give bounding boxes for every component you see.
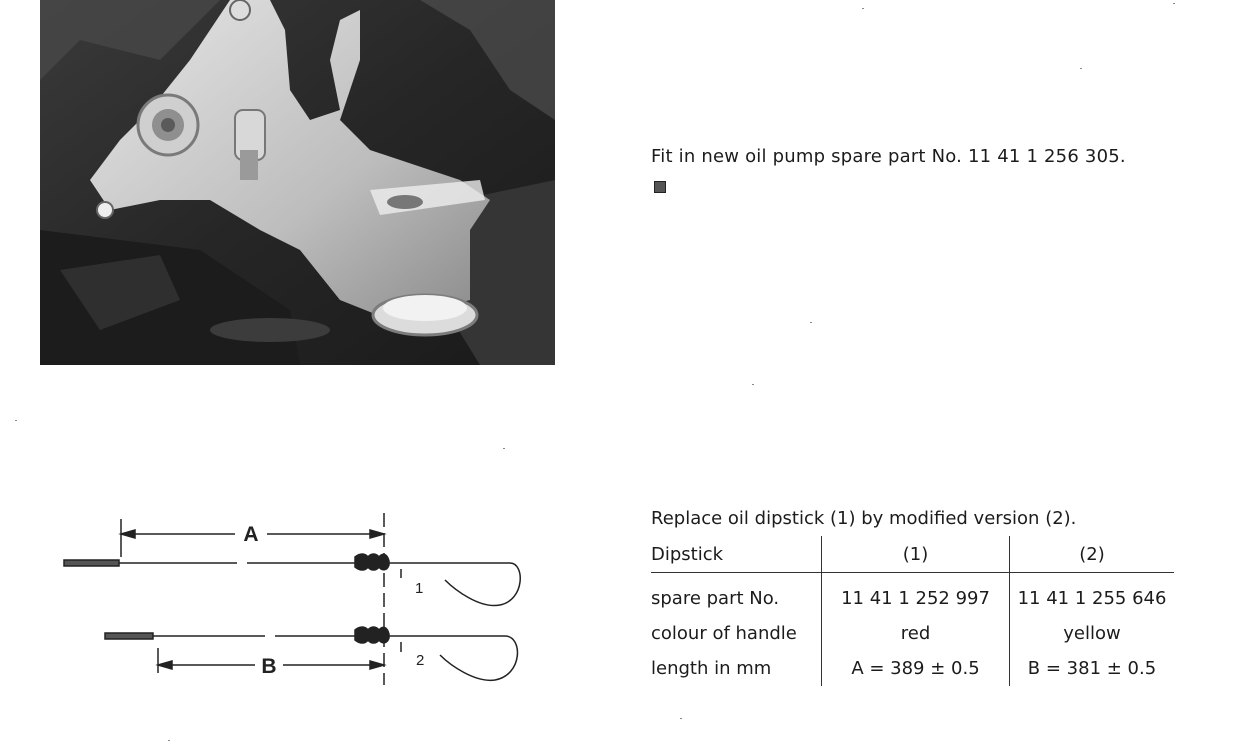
scan-speck — [15, 420, 17, 421]
dipstick-1-seal — [355, 554, 389, 570]
table-header-row — [651, 536, 1174, 573]
instruction-oil-pump: Fit in new oil pump spare part No. 11 41 1 256 305. — [651, 146, 1126, 167]
dimension-b-arrow-right — [370, 661, 384, 669]
table-row — [651, 573, 1174, 617]
oil-pump-photo — [40, 0, 555, 365]
scan-speck — [503, 448, 505, 449]
dipstick-2-seal — [355, 627, 389, 643]
dimension-b-arrow-left — [158, 661, 172, 669]
scan-speck — [1080, 68, 1082, 69]
dimension-a-arrow-right — [370, 530, 384, 538]
dipstick-spec-table — [651, 536, 1174, 686]
callout-1-label: 1 — [415, 580, 424, 597]
dipstick-2-tip — [105, 633, 153, 639]
table-cell: B = 381 ± 0.5 — [1010, 651, 1175, 686]
oil-pump-photo-graphic — [40, 0, 555, 365]
scan-speck — [862, 8, 864, 9]
dimension-b-label: B — [261, 655, 277, 678]
table-row — [651, 651, 1174, 686]
table-header-cell: (1) — [822, 536, 1010, 573]
dimension-a-arrow-left — [121, 530, 135, 538]
scan-speck — [810, 322, 812, 323]
end-of-section-marker — [654, 181, 666, 193]
table-cell: length in mm — [651, 658, 772, 679]
table-cell: 11 41 1 255 646 — [1010, 573, 1175, 617]
table-header-cell: Dipstick — [651, 536, 822, 573]
instruction-dipstick: Replace oil dipstick (1) by modified version (2). — [651, 508, 1077, 529]
table-cell: spare part No. — [651, 588, 780, 609]
dipstick-1-handle — [389, 563, 520, 606]
callout-2-label: 2 — [416, 652, 425, 669]
table-cell: A = 389 ± 0.5 — [822, 651, 1010, 686]
table-cell: 11 41 1 252 997 — [822, 573, 1010, 617]
table-cell: yellow — [1010, 616, 1175, 651]
dipstick-1-tip — [64, 560, 119, 566]
scan-speck — [168, 740, 170, 741]
scan-speck — [752, 384, 754, 385]
table-header-cell: (2) — [1010, 536, 1175, 573]
table-row — [651, 616, 1174, 651]
dipstick-2-handle — [389, 636, 517, 680]
table-cell: colour of handle — [651, 623, 797, 644]
scan-speck — [1173, 3, 1175, 4]
dimension-a-label: A — [243, 523, 259, 546]
scan-speck — [680, 718, 682, 719]
dipstick-diagram — [55, 505, 535, 705]
table-cell: red — [822, 616, 1010, 651]
